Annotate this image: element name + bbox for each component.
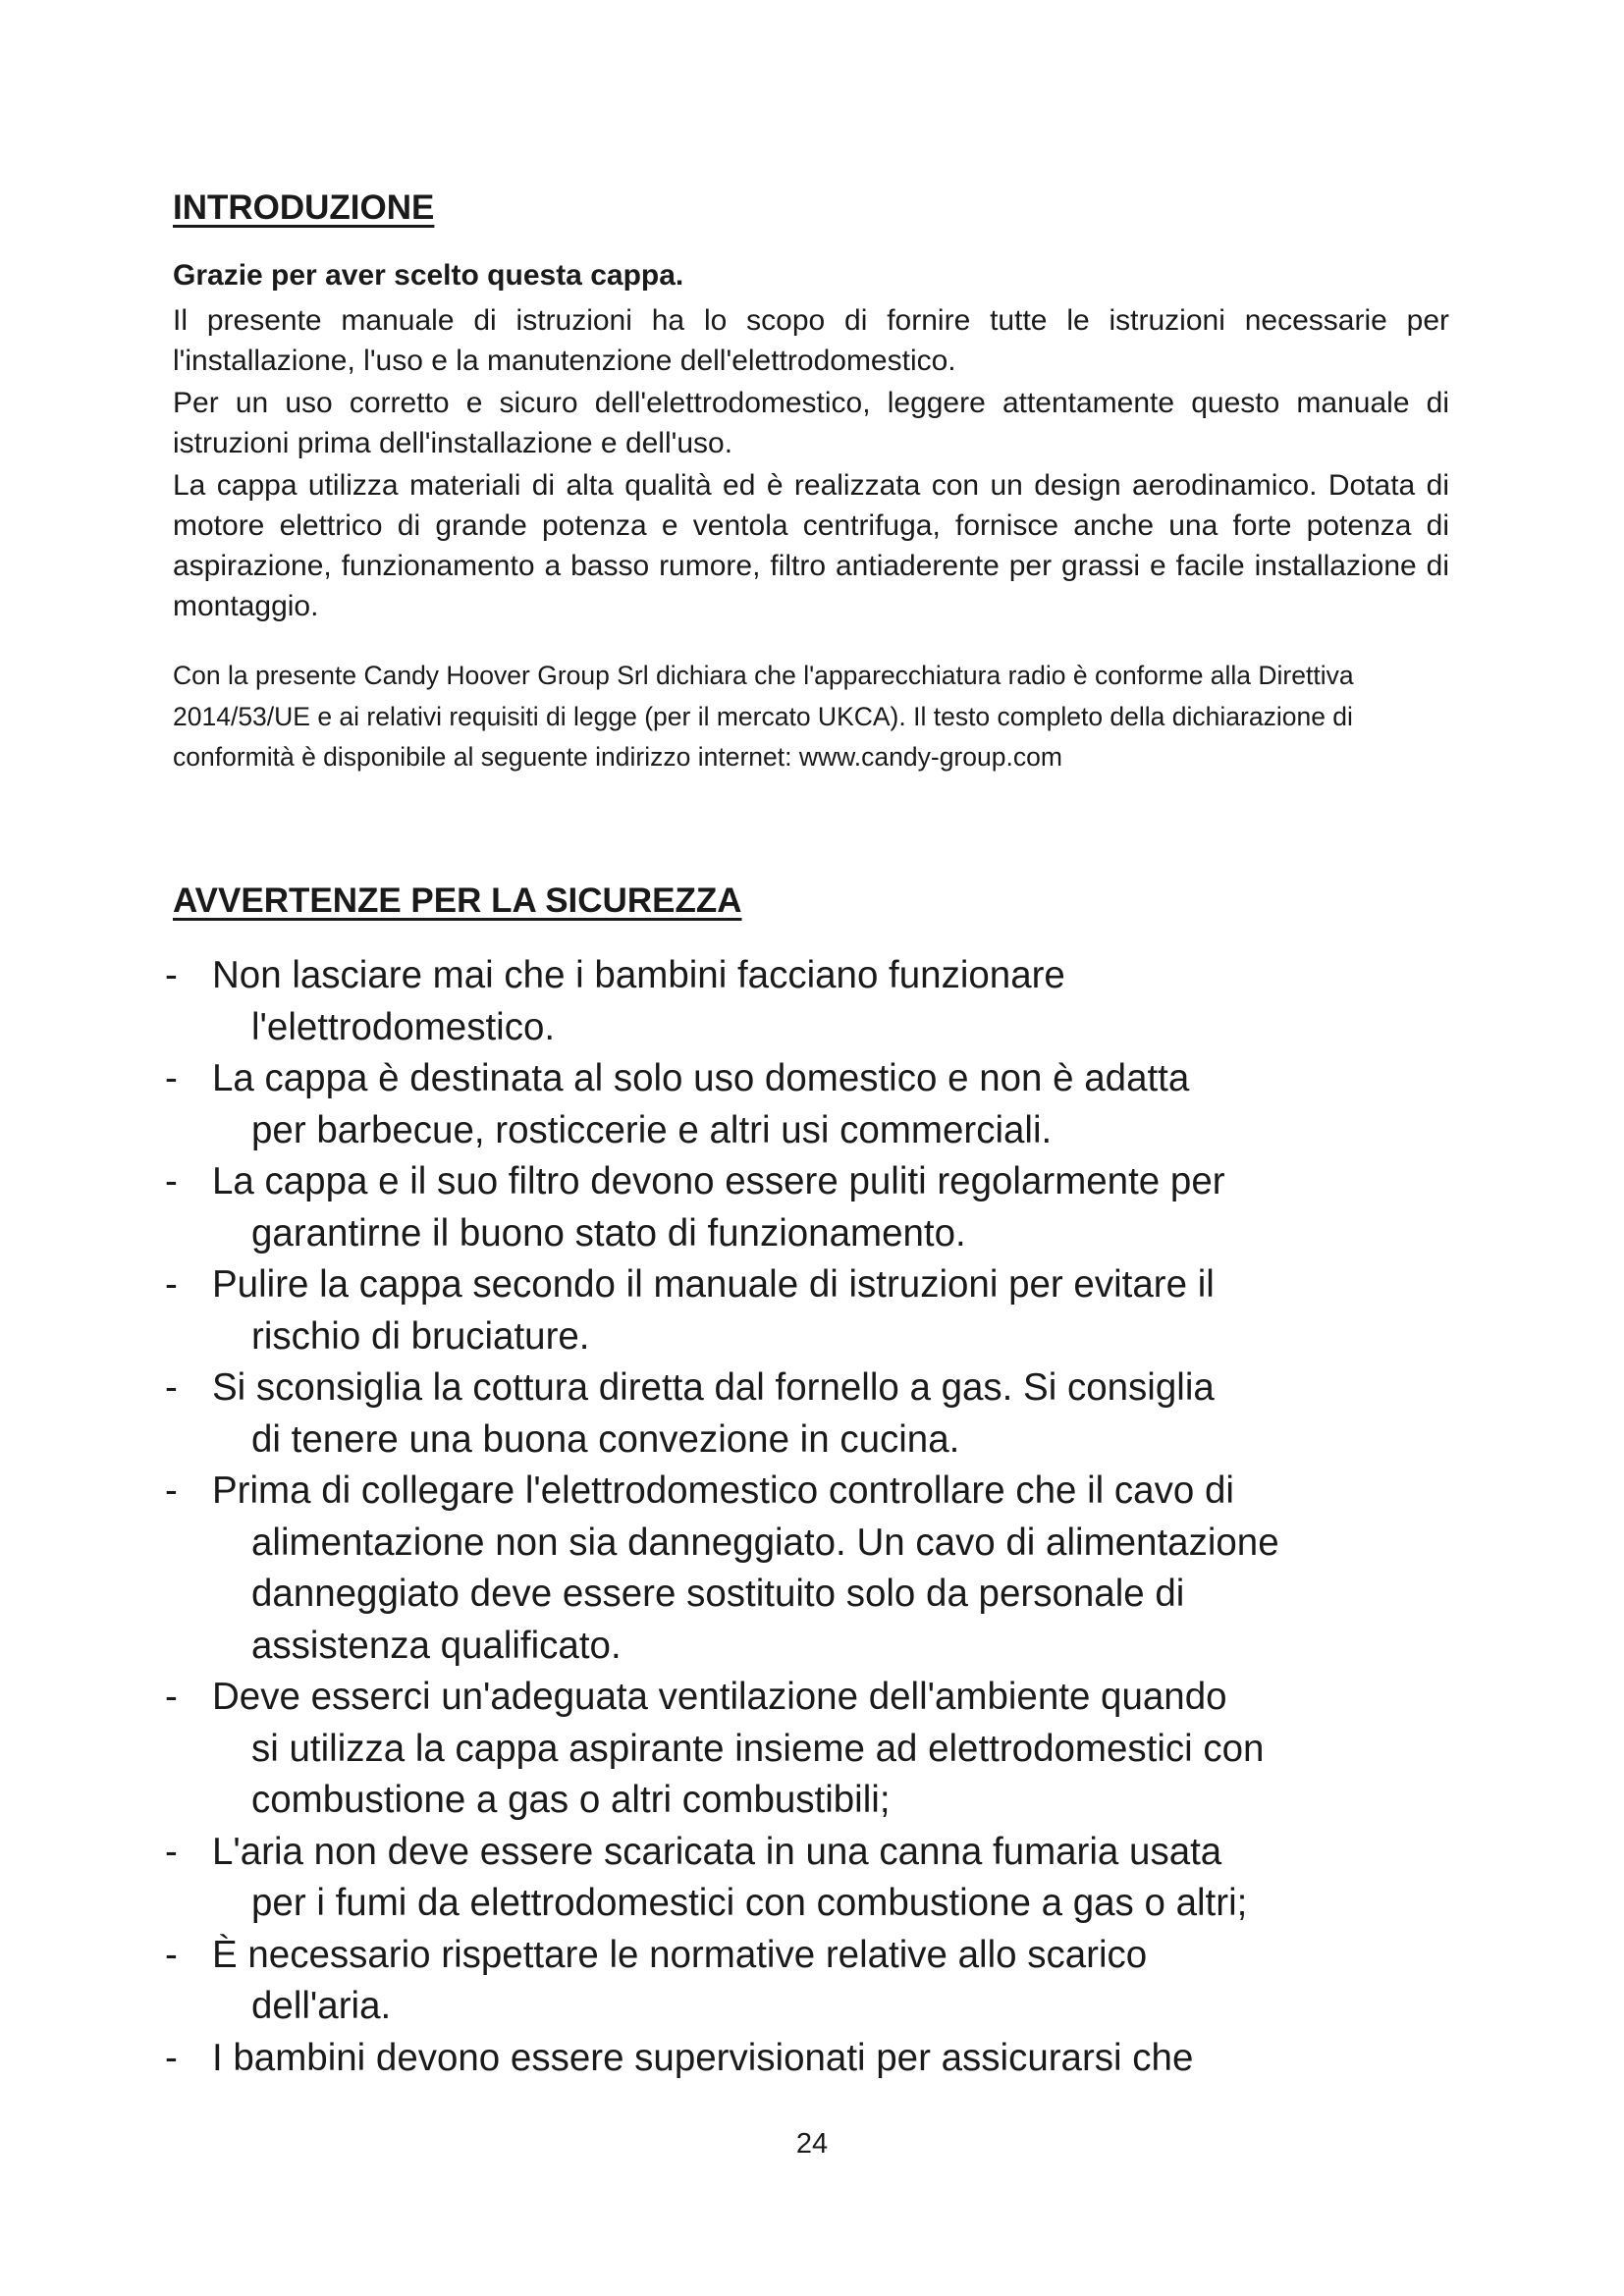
safety-heading: AVVERTENZE PER LA SICUREZZA [173,881,742,920]
page-number: 24 [795,2128,829,2160]
warning-text: danneggiato deve essere sostituito solo da personale di [251,1573,1185,1615]
warning-item [165,1259,1461,1362]
warning-text: I bambini devono essere supervisionati per assicurarsi che [212,2036,1194,2079]
warning-text: Si sconsiglia la cottura diretta dal fornello a gas. Si consiglia [212,1366,1215,1409]
warning-item [165,1156,1461,1259]
warning-text: Prima di collegare l'elettrodomestico controllare che il cavo di [212,1469,1234,1512]
warning-text: dell'aria. [251,1985,392,2027]
intro-paragraph: Per un uso corretto e sicuro dell'elettrodomestico, leggere attentamente questo manuale di istruzioni prima dell'installazione e dell'uso. [173,387,1449,459]
intro-paragraph: La cappa utilizza materiali di alta qualità ed è realizzata con un design aerodinamico. Dotata di motore elettrico di grande potenza e ventola centrifuga, fornisce anche una forte potenza di aspirazione, funzionamento a basso rumore, filtro antiaderente per grassi e facile installazione di montaggio. [173,469,1449,622]
bullet-dash: - [165,1263,178,1306]
bullet-dash: - [165,1469,178,1512]
warning-text: La cappa è destinata al solo uso domestico e non è adatta [212,1057,1190,1099]
warning-text: di tenere una buona convezione in cucina. [251,1417,960,1461]
warning-text: per barbecue, rosticcerie e altri usi commerciali. [251,1108,1053,1151]
warning-text: per i fumi da elettrodomestici con combustione a gas o altri; [251,1882,1248,1924]
warning-text: Pulire la cappa secondo il manuale di istruzioni per evitare il [212,1263,1215,1306]
bullet-dash: - [165,1057,178,1099]
warning-text: alimentazione non sia danneggiato. Un cavo di alimentazione [251,1521,1279,1564]
intro-heading: INTRODUZIONE [173,188,435,227]
warning-item [165,950,1461,1053]
bullet-dash: - [165,1160,178,1202]
bullet-dash: - [165,1933,178,1976]
warning-text: garantirne il buono stato di funzionamento. [251,1211,966,1255]
bullet-dash: - [165,954,178,996]
bullet-dash: - [165,1676,178,1718]
warning-text: L'aria non deve essere scaricata in una canna fumaria usata [212,1830,1222,1873]
warning-text: l'elettrodomestico. [251,1005,556,1048]
warning-text: La cappa e il suo filtro devono essere puliti regolarmente per [212,1160,1225,1202]
warning-item [165,2033,1461,2085]
warning-text: si utilizza la cappa aspirante insieme ad elettrodomestici con [251,1727,1265,1770]
safety-warnings-list [165,950,1461,2084]
bullet-dash: - [165,2036,178,2079]
warning-text: assistenza qualificato. [251,1624,622,1667]
warning-text: Non lasciare mai che i bambini facciano funzionare [212,954,1065,996]
intro-lead: Grazie per aver scelto questa cappa. [173,259,684,292]
conformity-declaration: Con la presente Candy Hoover Group Srl dichiara che l'apparecchiatura radio è conforme alla Direttiva 2014/53/UE e ai relativi requisiti di legge (per il mercato UKCA). Il testo completo della dichiarazione di conformità è disponibile al seguente indirizzo internet: www.candy-group.com [173,661,1354,772]
warning-text: rischio di bruciature. [251,1314,590,1358]
intro-paragraph: Il presente manuale di istruzioni ha lo scopo di fornire tutte le istruzioni necessarie per l'installazione, l'uso e la manutenzione dell'elettrodomestico. [173,304,1449,377]
warning-item [165,1053,1461,1156]
bullet-dash: - [165,1366,178,1409]
warning-text: combustione a gas o altri combustibili; [251,1779,891,1821]
warning-item [165,1466,1461,1672]
warning-item [165,1930,1461,2033]
warning-item [165,1672,1461,1827]
warning-text: È necessario rispettare le normative relative allo scarico [212,1933,1148,1976]
warning-text: Deve esserci un'adeguata ventilazione dell'ambiente quando [212,1676,1227,1718]
warning-item [165,1362,1461,1466]
bullet-dash: - [165,1830,178,1873]
warning-item [165,1827,1461,1930]
